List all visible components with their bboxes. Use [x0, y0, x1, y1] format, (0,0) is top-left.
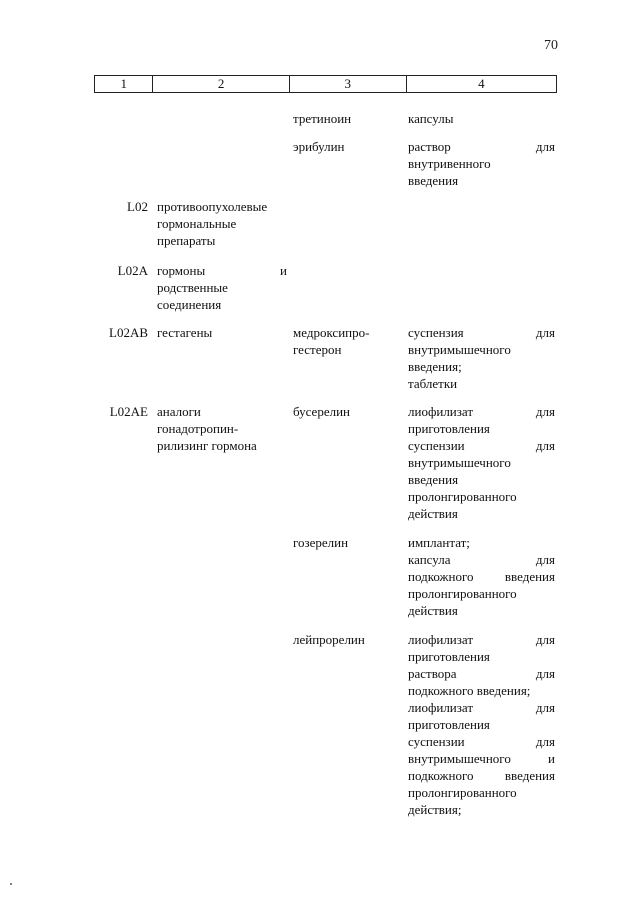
group-name	[157, 324, 287, 341]
drug-name	[293, 403, 405, 420]
dosage-form-line: раствор для	[408, 139, 555, 154]
drug-name-line: бусерелин	[293, 404, 350, 419]
dosage-form-line: имплантат;	[408, 535, 470, 550]
group-name-line: гормоны и	[157, 263, 287, 278]
dosage-form	[408, 631, 555, 818]
dosage-form-line: пролонгированного	[408, 785, 517, 800]
dosage-form-line: подкожного введения	[408, 768, 555, 783]
dosage-form	[408, 534, 555, 619]
dosage-form-line: суспензия для	[408, 325, 555, 340]
dosage-form-line: лиофилизат для	[408, 632, 555, 647]
group-name-line: гестагены	[157, 325, 213, 340]
drug-name	[293, 110, 405, 127]
dosage-form-line: суспензии для	[408, 438, 555, 453]
drug-name-line: третиноин	[293, 111, 352, 126]
group-name-line: гонадотропин-	[157, 421, 239, 436]
drug-name-line: медроксипро-	[293, 325, 370, 340]
group-name-line: родственные	[157, 280, 228, 295]
dosage-form-line: пролонгированного	[408, 586, 517, 601]
dosage-form-line: введения	[408, 173, 459, 188]
group-name	[157, 262, 287, 313]
group-name	[157, 403, 287, 454]
drug-name-line: эрибулин	[293, 139, 345, 154]
header-col-3: 3	[289, 76, 406, 93]
dosage-form-line: подкожного введения	[408, 569, 555, 584]
atc-code: L02	[127, 199, 148, 214]
dosage-form-line: действия;	[408, 802, 462, 817]
dosage-form-line: раствора для	[408, 666, 555, 681]
dosage-form-line: пролонгированного	[408, 489, 517, 504]
drug-name	[293, 631, 405, 648]
dosage-form-line: приготовления	[408, 717, 490, 732]
header-col-1: 1	[95, 76, 153, 93]
dosage-form-line: капсула для	[408, 552, 555, 567]
dosage-form-line: внутривенного	[408, 156, 491, 171]
dosage-form-line: капсулы	[408, 111, 454, 126]
group-name	[157, 198, 287, 249]
dosage-form-line: внутримышечного и	[408, 751, 555, 766]
dosage-form-line: введения	[408, 472, 459, 487]
page-number: 70	[544, 38, 558, 53]
group-name-line: гормональные	[157, 216, 237, 231]
drug-name	[293, 324, 405, 358]
dosage-form-line: таблетки	[408, 376, 458, 391]
dosage-form	[408, 110, 555, 127]
dosage-form-line: приготовления	[408, 649, 490, 664]
scan-speck	[10, 883, 12, 885]
dosage-form-line: лиофилизат для	[408, 404, 555, 419]
dosage-form	[408, 403, 555, 522]
header-col-4: 4	[406, 76, 556, 93]
group-name-line: противоопухолевые	[157, 199, 268, 214]
header-col-2: 2	[153, 76, 290, 93]
group-name-line: рилизинг гормона	[157, 438, 257, 453]
atc-code: L02AE	[109, 404, 148, 419]
dosage-form	[408, 324, 555, 392]
table-header	[94, 75, 557, 93]
atc-code: L02AB	[109, 325, 148, 340]
dosage-form-line: приготовления	[408, 421, 490, 436]
group-name-line: препараты	[157, 233, 216, 248]
group-name-line: аналоги	[157, 404, 201, 419]
drug-name-line: гозерелин	[293, 535, 349, 550]
dosage-form-line: внутримышечного	[408, 455, 511, 470]
dosage-form	[408, 138, 555, 189]
atc-code: L02A	[117, 263, 148, 278]
group-name-line: соединения	[157, 297, 222, 312]
drug-name	[293, 534, 405, 551]
drug-name	[293, 138, 405, 155]
dosage-form-line: введения;	[408, 359, 462, 374]
dosage-form-line: суспензии для	[408, 734, 555, 749]
drug-name-line: гестерон	[293, 342, 342, 357]
dosage-form-line: внутримышечного	[408, 342, 511, 357]
dosage-form-line: лиофилизат для	[408, 700, 555, 715]
dosage-form-line: действия	[408, 603, 458, 618]
dosage-form-line: действия	[408, 506, 458, 521]
drug-name-line: лейпрорелин	[293, 632, 365, 647]
dosage-form-line: подкожного введения;	[408, 683, 531, 698]
